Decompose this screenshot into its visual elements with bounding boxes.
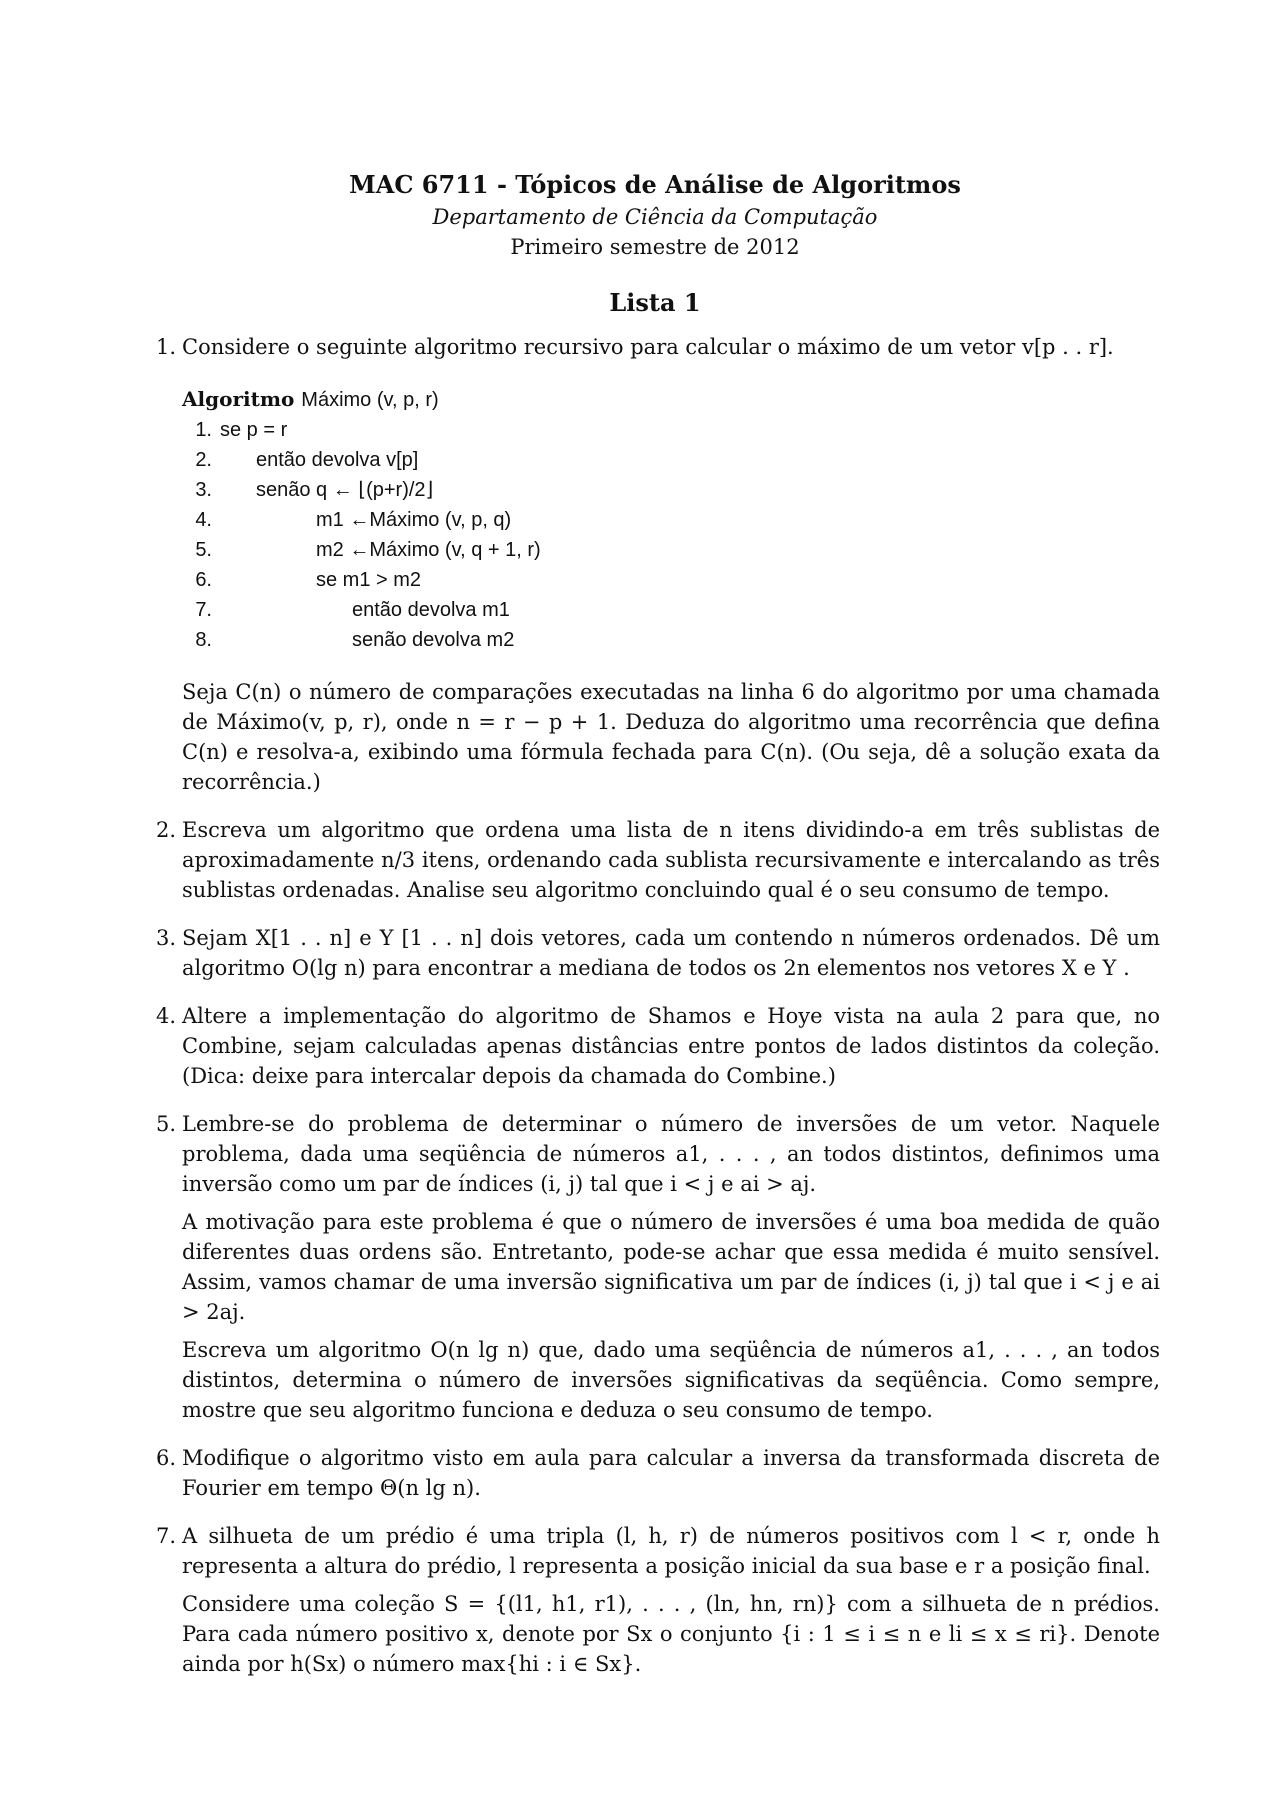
exercise-paragraph: Sejam X[1 . . n] e Y [1 . . n] dois vetores, cada um contendo n números ordenados. Dê um algoritmo O(lg n) para encontrar a mediana de todos os 2n elementos nos vetores X e Y . [182, 926, 1160, 980]
line-code: senão q ← ⌊(p+r)/2⌋ [256, 479, 434, 501]
line-code: m1 ←Máximo (v, p, q) [316, 509, 512, 531]
line-number: 6. [195, 569, 212, 591]
algorithm-line [182, 565, 1160, 595]
exercise-number: 2. [155, 818, 176, 842]
exercise-number: 5. [155, 1112, 176, 1136]
document-header [150, 168, 1160, 318]
exercise-number: 4. [155, 1004, 176, 1028]
line-code: senão devolva m2 [352, 629, 515, 651]
line-number: 7. [195, 599, 212, 621]
algorithm-name: Máximo (v, p, r) [301, 389, 439, 411]
line-number: 8. [195, 629, 212, 651]
algorithm-line [182, 625, 1160, 655]
algorithm-heading [182, 384, 1160, 415]
exercise-3 [150, 923, 1160, 983]
line-code: então devolva m1 [352, 599, 510, 621]
exercise-number: 3. [155, 926, 176, 950]
exercise-1 [150, 332, 1160, 797]
line-number: 4. [195, 509, 212, 531]
exercise-4 [150, 1001, 1160, 1091]
line-number: 3. [195, 479, 212, 501]
exercise-1-intro: Considere o seguinte algoritmo recursivo para calcular o máximo de um vetor v[p . . r]. [182, 335, 1114, 359]
line-code: se p = r [220, 419, 288, 441]
semester-line: Primeiro semestre de 2012 [510, 235, 800, 259]
course-title: MAC 6711 - Tópicos de Análise de Algoritmos [349, 170, 961, 199]
exercise-number: 7. [155, 1524, 176, 1548]
line-code: então devolva v[p] [256, 449, 419, 471]
line-number: 2. [195, 449, 212, 471]
algorithm-block [182, 384, 1160, 655]
exercise-7 [150, 1521, 1160, 1679]
exercise-number: 1. [155, 335, 176, 359]
exercise-paragraph: Escreva um algoritmo que ordena uma lista de n itens dividindo-a em três sublistas de aproximadamente n/3 itens, ordenando cada sublista recursivamente e intercalando as três sublistas ordenadas. Analise seu algoritmo concluindo qual é o seu consumo de tempo. [182, 818, 1160, 902]
algorithm-line [182, 475, 1160, 505]
exercise-paragraph: Altere a implementação do algoritmo de Shamos e Hoye vista na aula 2 para que, no Combine, sejam calculadas apenas distâncias entre pontos de lados distintos da coleção. (Dica: deixe para intercalar depois da chamada do Combine.) [182, 1004, 1160, 1088]
list-title: Lista 1 [609, 288, 701, 317]
exercise-paragraph: A motivação para este problema é que o número de inversões é uma boa medida de quão diferentes duas ordens são. Entretanto, pode-se achar que essa medida é muito sensível. Assim, vamos chamar de uma inversão significativa um par de índices (i, j) tal que i < j e ai > 2aj. [182, 1210, 1160, 1324]
line-number: 5. [195, 539, 212, 561]
line-code: se m1 > m2 [316, 569, 422, 591]
algorithm-line [182, 445, 1160, 475]
algorithm-line [182, 595, 1160, 625]
algorithm-line [182, 505, 1160, 535]
document-content [150, 168, 1160, 1697]
algorithm-line [182, 415, 1160, 445]
exercise-paragraph: Modifique o algoritmo visto em aula para calcular a inversa da transformada discreta de Fourier em tempo Θ(n lg n). [182, 1446, 1160, 1500]
exercise-paragraph: A silhueta de um prédio é uma tripla (l, h, r) de números positivos com l < r, onde h representa a altura do prédio, l representa a posição inicial da sua base e r a posição final. [182, 1524, 1160, 1578]
line-number: 1. [195, 419, 212, 441]
exercise-1-paragraph: Seja C(n) o número de comparações executadas na linha 6 do algoritmo por uma chamada de Máximo(v, p, r), onde n = r − p + 1. Deduza do algoritmo uma recorrência que defina C(n) e resolva-a, exibindo uma fórmula fechada para C(n). (Ou seja, dê a solução exata da recorrência.) [182, 680, 1160, 794]
exercise-paragraph: Escreva um algoritmo O(n lg n) que, dado uma seqüência de números a1, . . . , an todos distintos, determina o número de inversões significativas da seqüência. Como sempre, mostre que seu algoritmo funciona e deduza o seu consumo de tempo. [182, 1338, 1160, 1422]
department-name: Departamento de Ciência da Computação [432, 205, 878, 229]
exercise-number: 6. [155, 1446, 176, 1470]
exercise-2 [150, 815, 1160, 905]
exercise-6 [150, 1443, 1160, 1503]
line-code: m2 ←Máximo (v, q + 1, r) [316, 539, 541, 561]
exercise-paragraph: Lembre-se do problema de determinar o número de inversões de um vetor. Naquele problema, dada uma seqüência de números a1, . . . , an todos distintos, definimos uma inversão como um par de índices (i, j) tal que i < j e ai > aj. [182, 1112, 1160, 1196]
algorithm-line [182, 535, 1160, 565]
algorithm-keyword: Algoritmo [182, 387, 295, 411]
exercise-paragraph: Considere uma coleção S = {(l1, h1, r1), . . . , (ln, hn, rn)} com a silhueta de n prédios. Para cada número positivo x, denote por Sx o conjunto {i : 1 ≤ i ≤ n e li ≤ x ≤ ri}. Denote ainda por h(Sx) o número max{hi : i ∈ Sx}. [182, 1592, 1160, 1676]
exercise-5 [150, 1109, 1160, 1425]
